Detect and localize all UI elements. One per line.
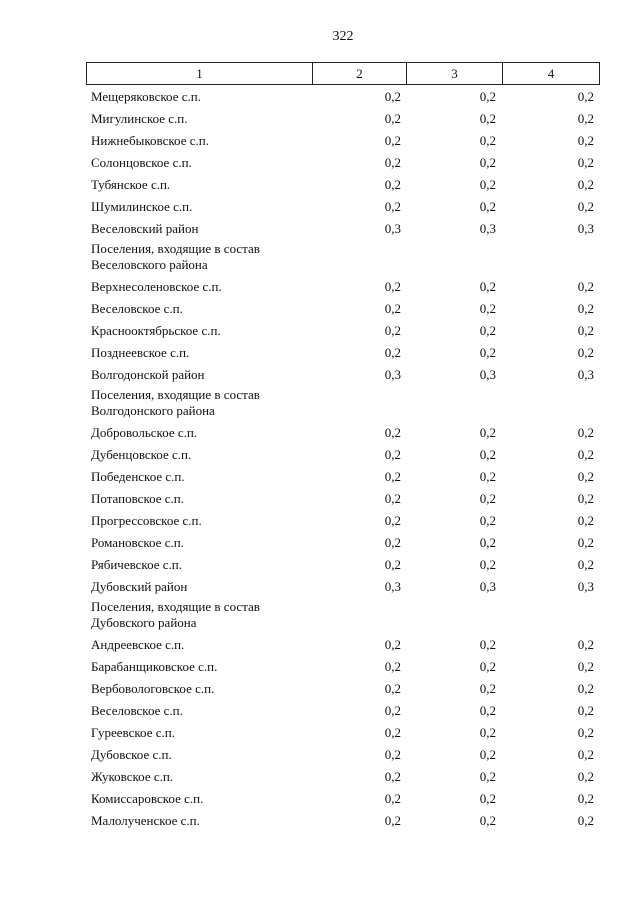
- row-value-c2: 0,2: [384, 447, 401, 462]
- row-name: Гуреевское с.п.: [91, 725, 175, 740]
- row-name: Поселения, входящие в состав Веселовского района: [91, 241, 260, 272]
- row-value-c3: 0,2: [479, 791, 496, 806]
- table-row: [86, 445, 597, 467]
- row-name: Верхнесоленовское с.п.: [91, 279, 222, 294]
- row-value-c3: 0,2: [479, 557, 496, 572]
- table-body: [86, 87, 597, 833]
- row-value-c2: 0,2: [384, 177, 401, 192]
- row-name: Победенское с.п.: [91, 469, 185, 484]
- row-value-c4: 0,2: [577, 725, 594, 740]
- row-name: Комиссаровское с.п.: [91, 791, 204, 806]
- header-col-4: 4: [503, 63, 600, 85]
- row-value-c3: 0,2: [479, 345, 496, 360]
- row-value-c4: 0,2: [577, 637, 594, 652]
- row-value-c2: 0,2: [384, 769, 401, 784]
- table-row: [86, 321, 597, 343]
- row-value-c4: 0,2: [577, 447, 594, 462]
- row-value-c2: 0,2: [384, 703, 401, 718]
- row-value-c3: 0,2: [479, 535, 496, 550]
- table-row: [86, 745, 597, 767]
- row-name: Солонцовское с.п.: [91, 155, 192, 170]
- row-value-c4: 0,2: [577, 89, 594, 104]
- table-row: [86, 701, 597, 723]
- table-row: [86, 533, 597, 555]
- row-value-c2: 0,2: [384, 813, 401, 828]
- row-value-c3: 0,2: [479, 813, 496, 828]
- row-value-c2: 0,2: [384, 279, 401, 294]
- table-row: [86, 343, 597, 365]
- table-row: [86, 789, 597, 811]
- row-name: Прогрессовское с.п.: [91, 513, 202, 528]
- table-row: [86, 175, 597, 197]
- row-name: Рябичевское с.п.: [91, 557, 182, 572]
- row-value-c3: 0,3: [479, 579, 496, 594]
- row-value-c3: 0,2: [479, 425, 496, 440]
- row-value-c2: 0,2: [384, 725, 401, 740]
- group-heading-row: [86, 241, 597, 277]
- row-value-c2: 0,2: [384, 513, 401, 528]
- row-value-c2: 0,3: [384, 579, 401, 594]
- row-name: Жуковское с.п.: [91, 769, 174, 784]
- row-name: Тубянское с.п.: [91, 177, 171, 192]
- row-value-c2: 0,3: [384, 221, 401, 236]
- row-value-c4: 0,3: [577, 221, 594, 236]
- row-value-c4: 0,2: [577, 345, 594, 360]
- row-value-c3: 0,2: [479, 199, 496, 214]
- row-value-c3: 0,2: [479, 659, 496, 674]
- row-value-c4: 0,3: [577, 367, 594, 382]
- row-value-c3: 0,2: [479, 703, 496, 718]
- row-value-c4: 0,2: [577, 557, 594, 572]
- row-value-c4: 0,2: [577, 535, 594, 550]
- row-value-c3: 0,2: [479, 469, 496, 484]
- table-row: [86, 467, 597, 489]
- row-value-c2: 0,2: [384, 155, 401, 170]
- row-name: Андреевское с.п.: [91, 637, 185, 652]
- page-number: 322: [332, 29, 354, 44]
- table-row: [86, 299, 597, 321]
- row-value-c4: 0,2: [577, 301, 594, 316]
- table-row: [86, 635, 597, 657]
- row-name: Дубенцовское с.п.: [91, 447, 192, 462]
- row-value-c4: 0,2: [577, 491, 594, 506]
- table-row: [86, 277, 597, 299]
- table-row: [86, 723, 597, 745]
- row-value-c4: 0,2: [577, 659, 594, 674]
- row-value-c2: 0,2: [384, 637, 401, 652]
- row-name: Шумилинское с.п.: [91, 199, 193, 214]
- row-value-c3: 0,2: [479, 301, 496, 316]
- row-value-c4: 0,2: [577, 425, 594, 440]
- group-heading-row: [86, 387, 597, 423]
- row-value-c2: 0,2: [384, 535, 401, 550]
- table-header: [86, 62, 600, 85]
- row-name: Романовское с.п.: [91, 535, 184, 550]
- row-value-c4: 0,2: [577, 155, 594, 170]
- row-value-c3: 0,2: [479, 491, 496, 506]
- row-value-c3: 0,2: [479, 111, 496, 126]
- header-col-3: 3: [407, 63, 503, 85]
- row-value-c4: 0,3: [577, 579, 594, 594]
- row-value-c4: 0,2: [577, 279, 594, 294]
- header-col-1: 1: [87, 63, 313, 85]
- row-value-c2: 0,2: [384, 791, 401, 806]
- row-value-c2: 0,2: [384, 557, 401, 572]
- row-value-c3: 0,3: [479, 367, 496, 382]
- row-value-c4: 0,2: [577, 769, 594, 784]
- row-value-c3: 0,2: [479, 637, 496, 652]
- row-name: Веселовское с.п.: [91, 703, 183, 718]
- group-heading-row: [86, 599, 597, 635]
- table-row: [86, 511, 597, 533]
- row-value-c4: 0,2: [577, 469, 594, 484]
- row-value-c2: 0,2: [384, 469, 401, 484]
- row-value-c4: 0,2: [577, 177, 594, 192]
- table-row: [86, 657, 597, 679]
- table-row: [86, 219, 597, 241]
- table-row: [86, 131, 597, 153]
- row-value-c2: 0,2: [384, 89, 401, 104]
- row-value-c2: 0,2: [384, 111, 401, 126]
- table-row: [86, 679, 597, 701]
- row-value-c3: 0,3: [479, 221, 496, 236]
- row-name: Краснооктябрьское с.п.: [91, 323, 221, 338]
- row-name: Веселовское с.п.: [91, 301, 183, 316]
- row-value-c4: 0,2: [577, 813, 594, 828]
- row-name: Веселовский район: [91, 221, 199, 236]
- row-value-c3: 0,2: [479, 513, 496, 528]
- row-name: Поселения, входящие в состав Волгодонского района: [91, 387, 260, 418]
- row-name: Добровольское с.п.: [91, 425, 198, 440]
- table-row: [86, 153, 597, 175]
- row-name: Мещеряковское с.п.: [91, 89, 201, 104]
- row-value-c3: 0,2: [479, 279, 496, 294]
- row-value-c2: 0,2: [384, 747, 401, 762]
- row-value-c3: 0,2: [479, 133, 496, 148]
- row-value-c4: 0,2: [577, 513, 594, 528]
- row-value-c2: 0,3: [384, 367, 401, 382]
- row-value-c4: 0,2: [577, 681, 594, 696]
- row-name: Поселения, входящие в состав Дубовского района: [91, 599, 260, 630]
- row-name: Барабанщиковское с.п.: [91, 659, 218, 674]
- row-value-c2: 0,2: [384, 133, 401, 148]
- table-row: [86, 489, 597, 511]
- row-name: Мигулинское с.п.: [91, 111, 188, 126]
- row-value-c4: 0,2: [577, 703, 594, 718]
- row-name: Малолученское с.п.: [91, 813, 200, 828]
- row-name: Дубовское с.п.: [91, 747, 172, 762]
- row-name: Позднеевское с.п.: [91, 345, 190, 360]
- header-col-2: 2: [313, 63, 407, 85]
- row-value-c4: 0,2: [577, 791, 594, 806]
- row-value-c4: 0,2: [577, 133, 594, 148]
- row-name: Волгодонской район: [91, 367, 205, 382]
- table-row: [86, 87, 597, 109]
- table-row: [86, 197, 597, 219]
- table-row: [86, 365, 597, 387]
- row-value-c3: 0,2: [479, 725, 496, 740]
- table-row: [86, 555, 597, 577]
- table-row: [86, 811, 597, 833]
- row-name: Потаповское с.п.: [91, 491, 185, 506]
- row-value-c2: 0,2: [384, 345, 401, 360]
- row-value-c3: 0,2: [479, 177, 496, 192]
- table-row: [86, 577, 597, 599]
- row-value-c3: 0,2: [479, 769, 496, 784]
- table-row: [86, 767, 597, 789]
- row-value-c2: 0,2: [384, 659, 401, 674]
- row-value-c2: 0,2: [384, 199, 401, 214]
- row-value-c4: 0,2: [577, 111, 594, 126]
- row-value-c2: 0,2: [384, 301, 401, 316]
- row-value-c4: 0,2: [577, 199, 594, 214]
- row-value-c4: 0,2: [577, 323, 594, 338]
- row-value-c3: 0,2: [479, 155, 496, 170]
- row-value-c3: 0,2: [479, 747, 496, 762]
- row-value-c2: 0,2: [384, 425, 401, 440]
- row-value-c3: 0,2: [479, 323, 496, 338]
- row-value-c2: 0,2: [384, 681, 401, 696]
- table-row: [86, 109, 597, 131]
- row-value-c3: 0,2: [479, 447, 496, 462]
- row-value-c2: 0,2: [384, 491, 401, 506]
- table-row: [86, 423, 597, 445]
- row-name: Дубовский район: [91, 579, 188, 594]
- row-value-c3: 0,2: [479, 681, 496, 696]
- row-name: Вербовологовское с.п.: [91, 681, 215, 696]
- row-name: Нижнебыковское с.п.: [91, 133, 209, 148]
- row-value-c2: 0,2: [384, 323, 401, 338]
- row-value-c3: 0,2: [479, 89, 496, 104]
- row-value-c4: 0,2: [577, 747, 594, 762]
